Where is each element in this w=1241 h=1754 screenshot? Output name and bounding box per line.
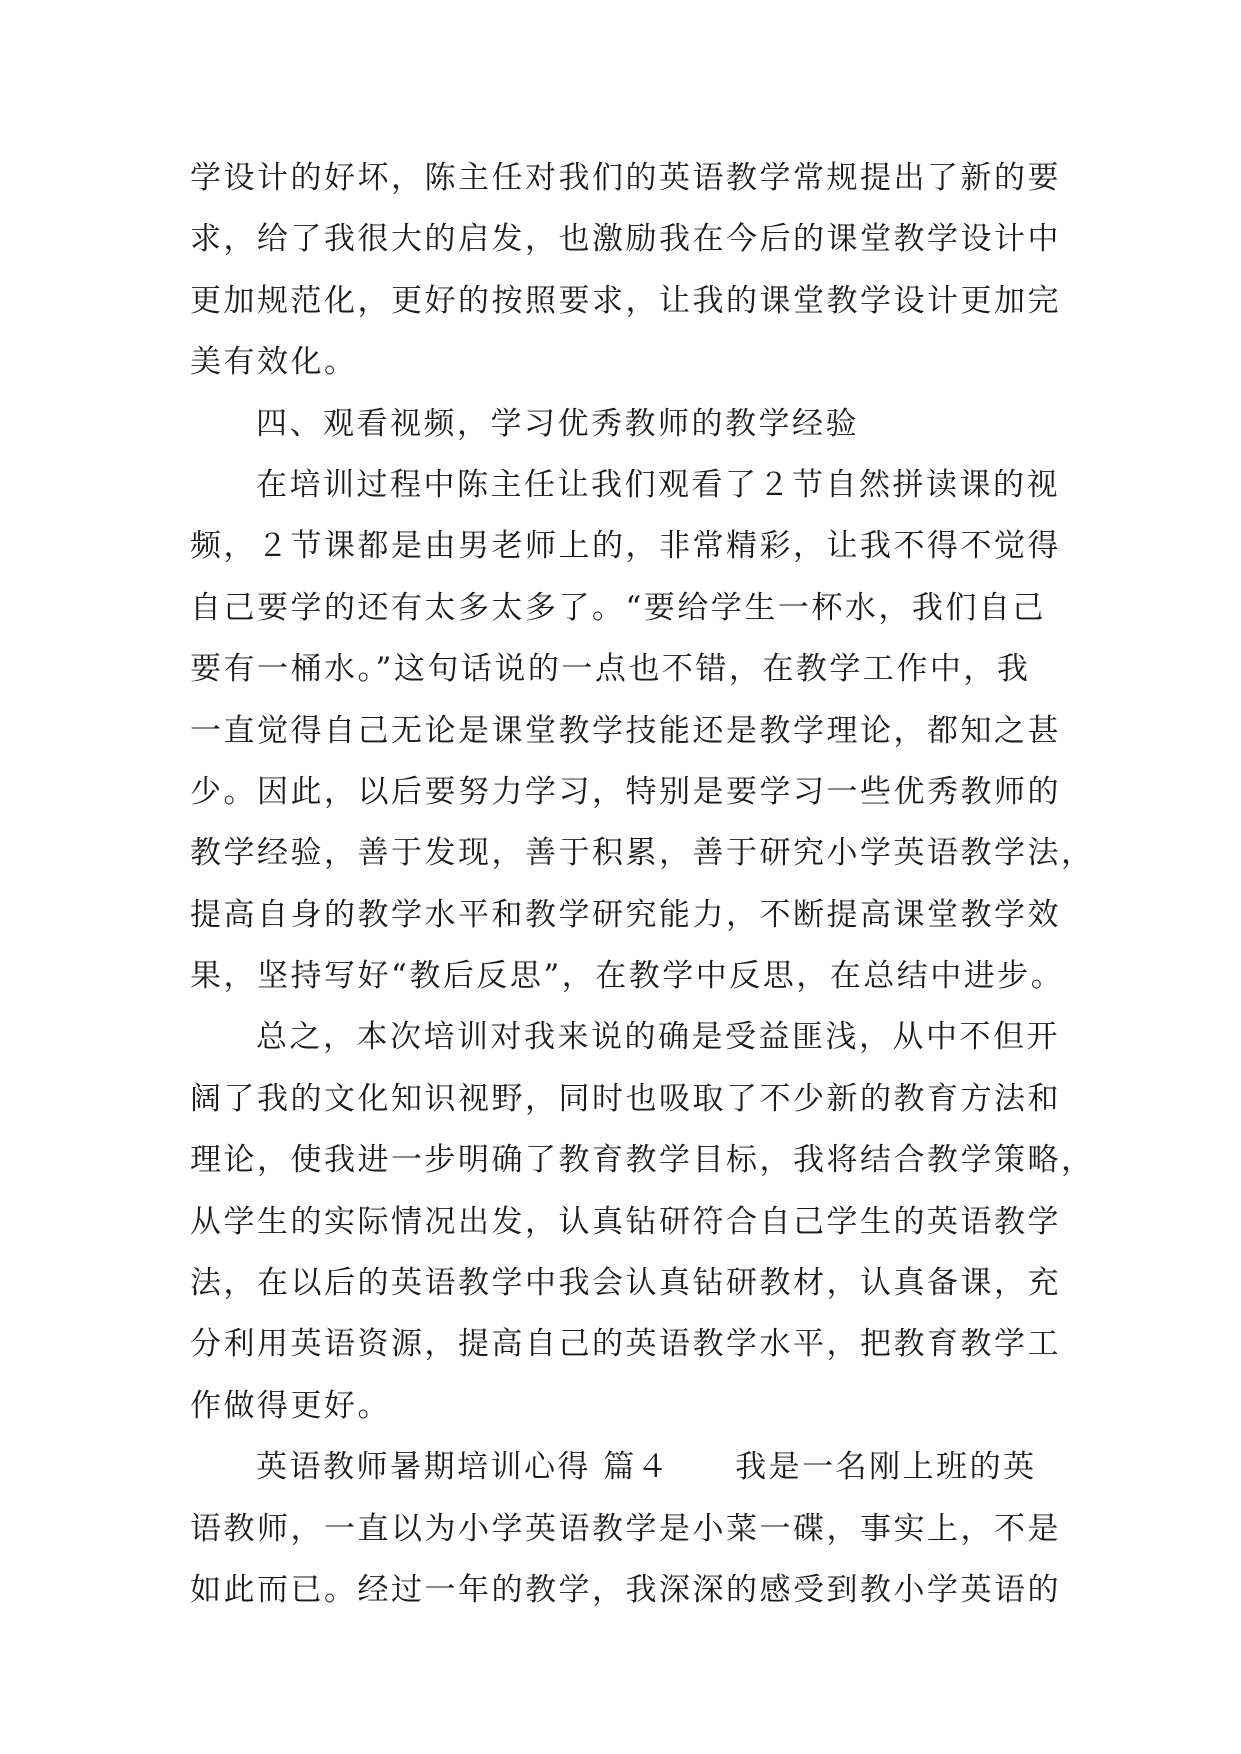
text-line: 从学生的实际情况出发，认真钻研符合自己学生的英语教学 <box>190 1203 1061 1240</box>
text-line: 少。因此，以后要努力学习，特别是要学习一些优秀教师的 <box>190 773 1061 810</box>
text-line: 要有一桶水。”这句话说的一点也不错，在教学工作中，我 <box>190 651 1031 688</box>
section-number: 篇４ <box>603 1449 671 1486</box>
text-line: 分利用英语资源，提高自己的英语教学水平，把教育教学工 <box>190 1326 1061 1363</box>
text-line: 如此而已。经过一年的教学，我深深的感受到教小学英语的 <box>190 1571 1061 1608</box>
text-line: 作做得更好。 <box>190 1387 391 1424</box>
text-line: 学设计的好坏，陈主任对我们的英语教学常规提出了新的要 <box>190 160 1061 196</box>
section-lead: 我是一名刚上班的英 <box>735 1449 1037 1486</box>
text-line: 法，在以后的英语教学中我会认真钻研教材，认真备课，充 <box>190 1265 1061 1302</box>
text-line: 一直觉得自己无论是课堂教学技能还是教学理论，都知之甚 <box>190 712 1061 749</box>
text-line: 提高自身的教学水平和教学研究能力，不断提高课堂教学效 <box>190 896 1061 933</box>
text-line: 频，２节课都是由男老师上的，非常精彩，让我不得不觉得 <box>190 528 1061 565</box>
text-line: 美有效化。 <box>190 344 358 381</box>
text-line: 果，坚持写好“教后反思”，在教学中反思，在总结中进步。 <box>190 958 1065 995</box>
text-line: 自己要学的还有太多太多了。“要给学生一杯水，我们自己 <box>190 589 1046 626</box>
section-heading: 四、观看视频，学习优秀教师的教学经验 <box>256 405 859 442</box>
text-line: 教学经验，善于发现，善于积累，善于研究小学英语教学法， <box>190 835 1095 872</box>
paragraph-start: 总之，本次培训对我来说的确是受益匪浅，从中不但开 <box>256 1019 1060 1056</box>
document-body <box>190 148 1095 1621</box>
paragraph-start: 在培训过程中陈主任让我们观看了２节自然拼读课的视 <box>256 466 1060 503</box>
text-line: 阔了我的文化知识视野，同时也吸取了不少新的教育方法和 <box>190 1080 1061 1117</box>
text-line: 更加规范化，更好的按照要求，让我的课堂教学设计更加完 <box>190 282 1061 319</box>
text-line: 语教师，一直以为小学英语教学是小菜一碟，事实上，不是 <box>190 1510 1061 1547</box>
section-title-line <box>190 1437 1060 1498</box>
section-title: 英语教师暑期培训心得 <box>256 1449 591 1486</box>
text-line: 理论，使我进一步明确了教育教学目标，我将结合教学策略， <box>190 1142 1095 1179</box>
text-line: 求，给了我很大的启发，也激励我在今后的课堂教学设计中 <box>190 221 1061 258</box>
